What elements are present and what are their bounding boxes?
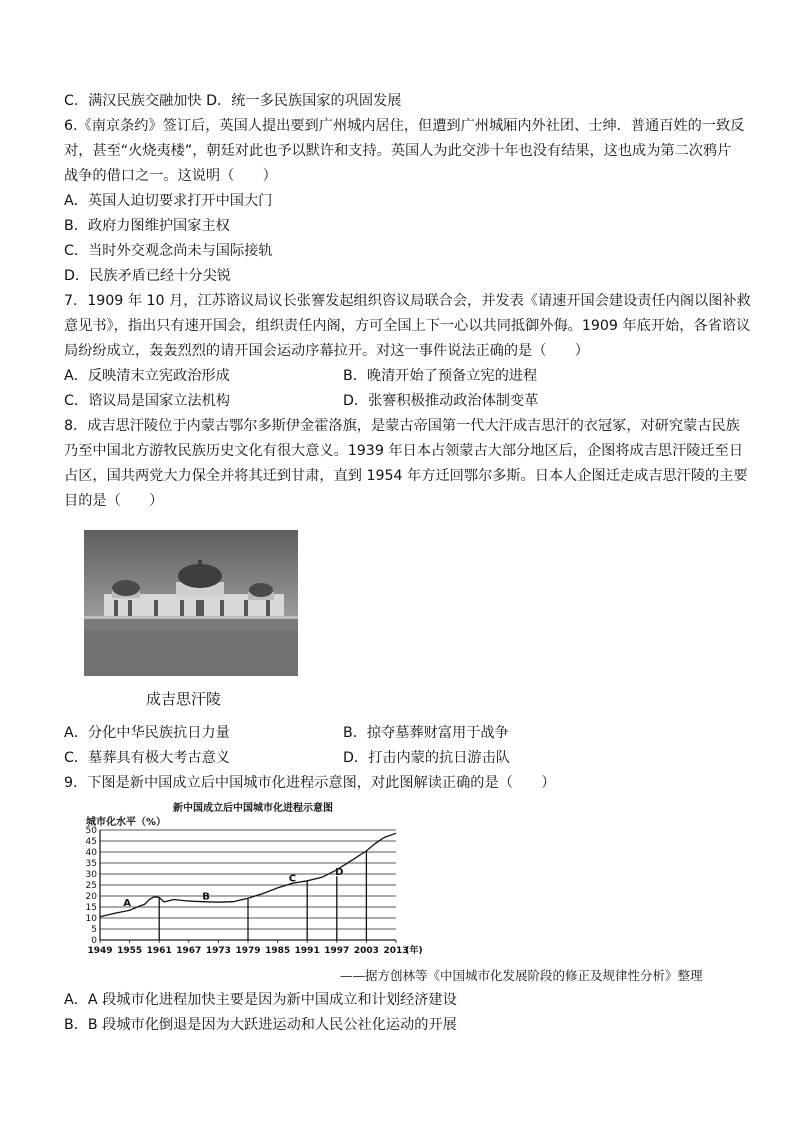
x-tick-label: 1949 (87, 946, 113, 956)
x-tick-label: 1955 (117, 946, 143, 956)
q7-stem-line1: 7．1909 年 10 月，江苏谘议局议长张謇发起组织咨议局联合会，并发表《请速开国会建设责任内阁以图补救 (64, 293, 751, 309)
x-tick-label: 1985 (265, 946, 291, 956)
q6-option-b: B．政府力图维护国家主权 (64, 218, 230, 234)
photo-caption: 成吉思汗陵 (146, 690, 222, 708)
y-tick-label: 20 (85, 892, 97, 902)
q6-stem-line2: 对，甚至“火烧夷楼”，朝廷对此也予以默许和支持。英国人为此交涉十年也没有结果，这也成为第二次鸦片 (64, 143, 732, 159)
y-tick-label: 45 (85, 837, 97, 847)
q7-option-c: C．谘议局是国家立法机构 (64, 393, 230, 409)
q8-stem-line4: 目的是（ ） (64, 493, 164, 509)
q9-option-b: B．B 段城市化倒退是因为大跃进运动和人民公社化运动的开展 (64, 1017, 457, 1033)
q7-stem-line2: 意见书》，指出只有速开国会，组织责任内阁，方可全国上下一心以共同抵御外侮。1909 年底开始，各省谘议 (64, 318, 751, 334)
q8-option-b: B．掠夺墓葬财富用于战争 (343, 725, 509, 741)
q8-option-a: A．分化中华民族抗日力量 (64, 725, 230, 741)
x-tick-label: 1979 (235, 946, 261, 956)
x-tick-label: 1961 (146, 946, 172, 956)
x-tick-label: 1997 (324, 946, 350, 956)
q6-option-a: A．英国人迫切要求打开中国大门 (64, 193, 273, 209)
y-tick-label: 10 (85, 914, 97, 924)
q7-option-b: B．晚清开始了预备立宪的进程 (343, 368, 538, 384)
chart-source: ——据方创林等《中国城市化发展阶段的修正及规律性分析》整理 (340, 968, 703, 983)
y-tick-label: 25 (85, 881, 97, 891)
y-tick-label: 50 (85, 826, 97, 836)
q6-stem-line1: 6.《南京条约》签订后，英国人提出要到广州城内居住，但遭到广州城厢内外社团、士绅．普通百姓的一致反 (64, 118, 745, 134)
stage-label: A (123, 897, 132, 909)
q9-option-a: A．A 段城市化进程加快主要是因为新中国成立和计划经济建设 (64, 992, 457, 1008)
stage-label: D (335, 867, 344, 879)
x-tick-label: 1991 (294, 946, 320, 956)
q5-option-cd: C．满汉民族交融加快 D．统一多民族国家的巩固发展 (64, 93, 402, 109)
x-tick-label: 2013 (383, 946, 409, 956)
x-tick-label: 1967 (176, 946, 202, 956)
stage-label: C (288, 873, 297, 885)
q6-option-c: C．当时外交观念尚未与国际接轨 (64, 243, 273, 259)
q6-stem-line3: 战争的借口之一。这说明（ ） (64, 168, 277, 184)
q7-option-d: D．张謇积极推动政治体制变革 (343, 393, 539, 409)
q8-stem-line1: 8．成吉思汗陵位于内蒙古鄂尔多斯伊金霍洛旗，是蒙古帝国第一代大汗成吉思汗的衣冠冢，对研究蒙古民族 (64, 418, 740, 434)
q8-stem-line2: 乃至中国北方游牧民族历史文化有很大意义。1939 年日本占领蒙古大部分地区后，企图将成吉思汗陵迁至日 (64, 443, 744, 459)
y-tick-label: 0 (91, 936, 97, 946)
chart-title: 新中国成立后中国城市化进程示意图 (173, 803, 333, 814)
urbanization-chart (80, 822, 440, 962)
q7-stem-line3: 局纷纷成立，轰轰烈烈的请开国会运动序幕拉开。对这一事件说法正确的是（ ） (64, 343, 589, 359)
q8-option-c: C．墓葬具有极大考古意义 (64, 750, 230, 766)
x-tick-label: 1973 (205, 946, 231, 956)
stage-label: B (202, 891, 210, 903)
q7-option-a: A．反映清末立宪政治形成 (64, 368, 230, 384)
q6-option-d: D．民族矛盾已经十分尖锐 (64, 268, 231, 284)
q8-stem-line3: 占区，国共两党大力保全并将其迁到甘肃，直到 1954 年方迁回鄂尔多斯。日本人企图迁走成吉思汗陵的主要 (64, 468, 748, 484)
q9-stem: 9．下图是新中国成立后中国城市化进程示意图，对此图解读正确的是（ ） (64, 775, 556, 791)
chart-ylabel: 城市化水平（%） (86, 817, 167, 828)
mausoleum-photo (84, 530, 298, 676)
x-axis-unit: (年) (405, 946, 423, 956)
y-tick-label: 40 (85, 848, 97, 858)
q8-option-d: D．打击内蒙的抗日游击队 (343, 750, 510, 766)
y-tick-label: 15 (85, 903, 97, 913)
x-tick-label: 2003 (353, 946, 379, 956)
y-tick-label: 35 (85, 859, 97, 869)
y-tick-label: 30 (85, 870, 97, 880)
y-tick-label: 5 (91, 925, 97, 935)
